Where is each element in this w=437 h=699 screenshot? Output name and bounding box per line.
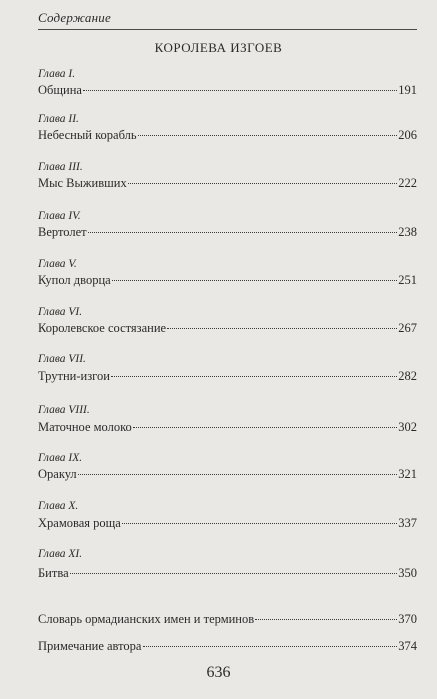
entry-page: 206 — [398, 128, 417, 142]
toc-entry[interactable] — [38, 128, 417, 143]
chapter-label: Глава VIII. — [38, 404, 90, 416]
part-title: КОРОЛЕВА ИЗГОЕВ — [154, 40, 283, 55]
chapter-label: Глава V. — [38, 258, 77, 270]
dot-leader — [83, 90, 397, 91]
entry-title: Битва — [38, 566, 69, 580]
entry-page: 222 — [398, 176, 417, 190]
entry-page: 191 — [398, 83, 417, 97]
dot-leader — [78, 474, 398, 475]
dot-leader — [133, 427, 397, 428]
toc-entry[interactable] — [38, 321, 417, 336]
dot-leader — [88, 232, 398, 233]
dot-leader — [167, 328, 397, 329]
toc-entry[interactable] — [38, 273, 417, 288]
entry-title: Купол дворца — [38, 273, 111, 287]
toc-entry[interactable] — [38, 369, 417, 384]
entry-page: 374 — [398, 639, 417, 653]
chapter-label: Глава IV. — [38, 210, 81, 222]
chapter-label: Глава II. — [38, 113, 79, 125]
chapter-label: Глава VII. — [38, 353, 86, 365]
entry-page: 350 — [398, 566, 417, 580]
dot-leader — [70, 573, 398, 574]
toc-entry[interactable] — [38, 225, 417, 240]
entry-title: Примечание автора — [38, 639, 142, 653]
toc-entry[interactable] — [38, 467, 417, 482]
entry-title: Вертолет — [38, 225, 87, 239]
entry-title: Небесный корабль — [38, 128, 137, 142]
dot-leader — [143, 646, 398, 647]
chapter-label: Глава VI. — [38, 306, 83, 318]
entry-title: Трутни-изгои — [38, 369, 110, 383]
entry-title: Мыс Выживших — [38, 176, 127, 190]
chapter-label: Глава III. — [38, 161, 83, 173]
header-rule — [38, 29, 417, 30]
entry-title: Маточное молоко — [38, 420, 132, 434]
toc-entry[interactable] — [38, 83, 417, 98]
toc-entry-glossary[interactable] — [38, 612, 417, 627]
entry-page: 321 — [398, 467, 417, 481]
entry-title: Оракул — [38, 467, 77, 481]
entry-page: 238 — [398, 225, 417, 239]
entry-title: Община — [38, 83, 82, 97]
dot-leader — [128, 183, 398, 184]
chapter-label: Глава I. — [38, 68, 76, 80]
toc-entry[interactable] — [38, 566, 417, 581]
entry-page: 267 — [398, 321, 417, 335]
entry-page: 337 — [398, 516, 417, 530]
chapter-label: Глава XI. — [38, 548, 83, 560]
entry-title: Храмовая роща — [38, 516, 121, 530]
dot-leader — [122, 523, 397, 524]
chapter-label: Глава X. — [38, 500, 79, 512]
page-number: 636 — [206, 664, 231, 681]
entry-page: 370 — [398, 612, 417, 626]
dot-leader — [255, 619, 397, 620]
toc-entry-author-note[interactable] — [38, 639, 417, 654]
dot-leader — [112, 280, 398, 281]
entry-page: 302 — [398, 420, 417, 434]
toc-entry[interactable] — [38, 420, 417, 435]
running-head: Содержание — [38, 10, 111, 25]
dot-leader — [111, 376, 397, 377]
chapter-label: Глава IX. — [38, 452, 83, 464]
entry-page: 251 — [398, 273, 417, 287]
toc-entry[interactable] — [38, 516, 417, 531]
toc-entry[interactable] — [38, 176, 417, 191]
entry-title: Словарь ормадианских имен и терминов — [38, 612, 255, 626]
entry-title: Королевское состязание — [38, 321, 167, 335]
entry-page: 282 — [398, 369, 417, 383]
dot-leader — [138, 135, 398, 136]
